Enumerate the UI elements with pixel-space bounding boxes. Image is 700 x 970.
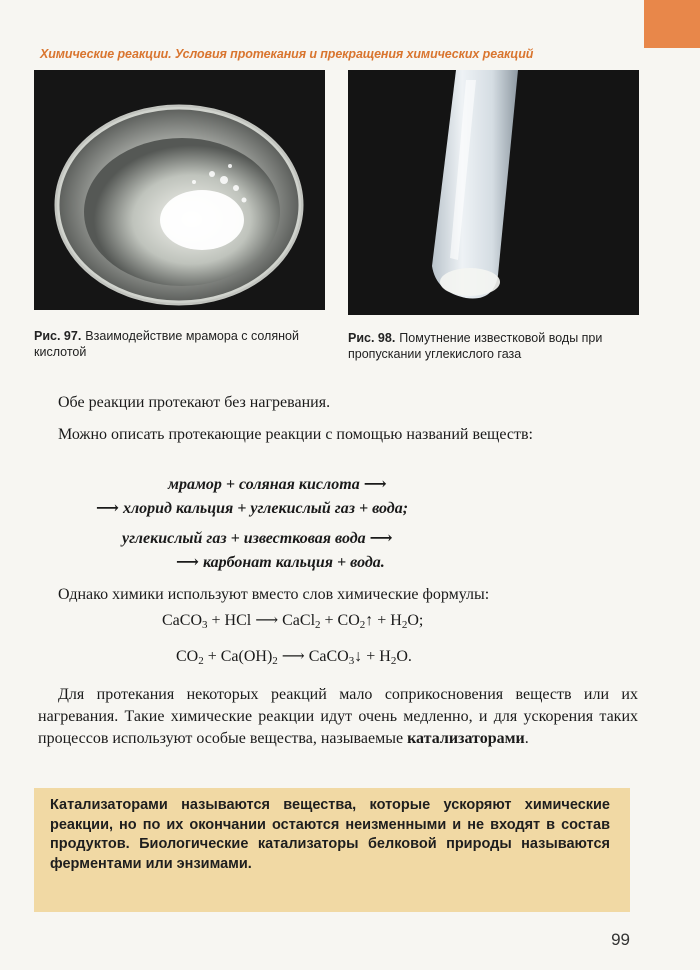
formula-limewater: $CO_2 + Ca(OH)_2$ ⟶ CaCO$_3$↓ + $H_2O$. [176,648,412,667]
paragraph-no-heating: Обе реакции протекают без нагревания. [58,394,331,411]
figure-98-caption-text: Помутнение известковой воды при пропускании углекислого газа [348,331,603,361]
figure-97-caption-text: Взаимодействие мрамора с соляной кислотой [34,329,299,359]
figure-97-photo [34,70,325,310]
figure-97-caption [34,328,324,360]
page-number: 99 [611,930,630,949]
figure-98-photo [348,70,639,315]
term-catalysts: катализаторами [407,730,525,747]
paragraph-word-description: Можно описать протекающие реакции с помощью названий веществ: [58,426,533,443]
figure-98-label: Рис. 98. [348,331,396,345]
figure-97-label: Рис. 97. [34,329,82,343]
running-head: Химические реакции. Условия протекания и прекращения химических реакций [40,47,534,61]
paragraph-formulas-intro: Однако химики используют вместо слов химические формулы: [58,586,490,603]
glass-dish-illustration [34,70,325,310]
word-equation-2-line-2: ⟶ карбонат кальция + вода. [176,554,385,571]
figure-98-caption [348,330,640,362]
paragraph-catalysts: Для протекания некоторых реакций мало соприкосновения веществ или их нагревания. Такие химические реакции идут очень медленно, и для ускорения таких процессов используют особые вещества, называемые катализаторами. [38,686,638,747]
word-equation-2-line-1: углекислый газ + известковая вода ⟶ [122,530,393,547]
chapter-tab-marker [644,0,700,48]
definition-text: Катализаторами называются вещества, которые ускоряют химические реакции, но по их окончании остаются неизменными и не входят в состав продуктов. Биологические катализаторы белковой природы называются ферментами или энзимами. [50,797,610,872]
formula-marble-acid: CaCO$_3$ + HCl ⟶ CaCl$_2$ + $CO_2↑ + H_2O$; [162,612,424,631]
word-equation-1-line-1: мрамор + соляная кислота ⟶ [168,476,387,493]
test-tube-illustration [348,70,639,315]
word-equation-1-line-2: ⟶ хлорид кальция + углекислый газ + вода; [96,500,409,517]
